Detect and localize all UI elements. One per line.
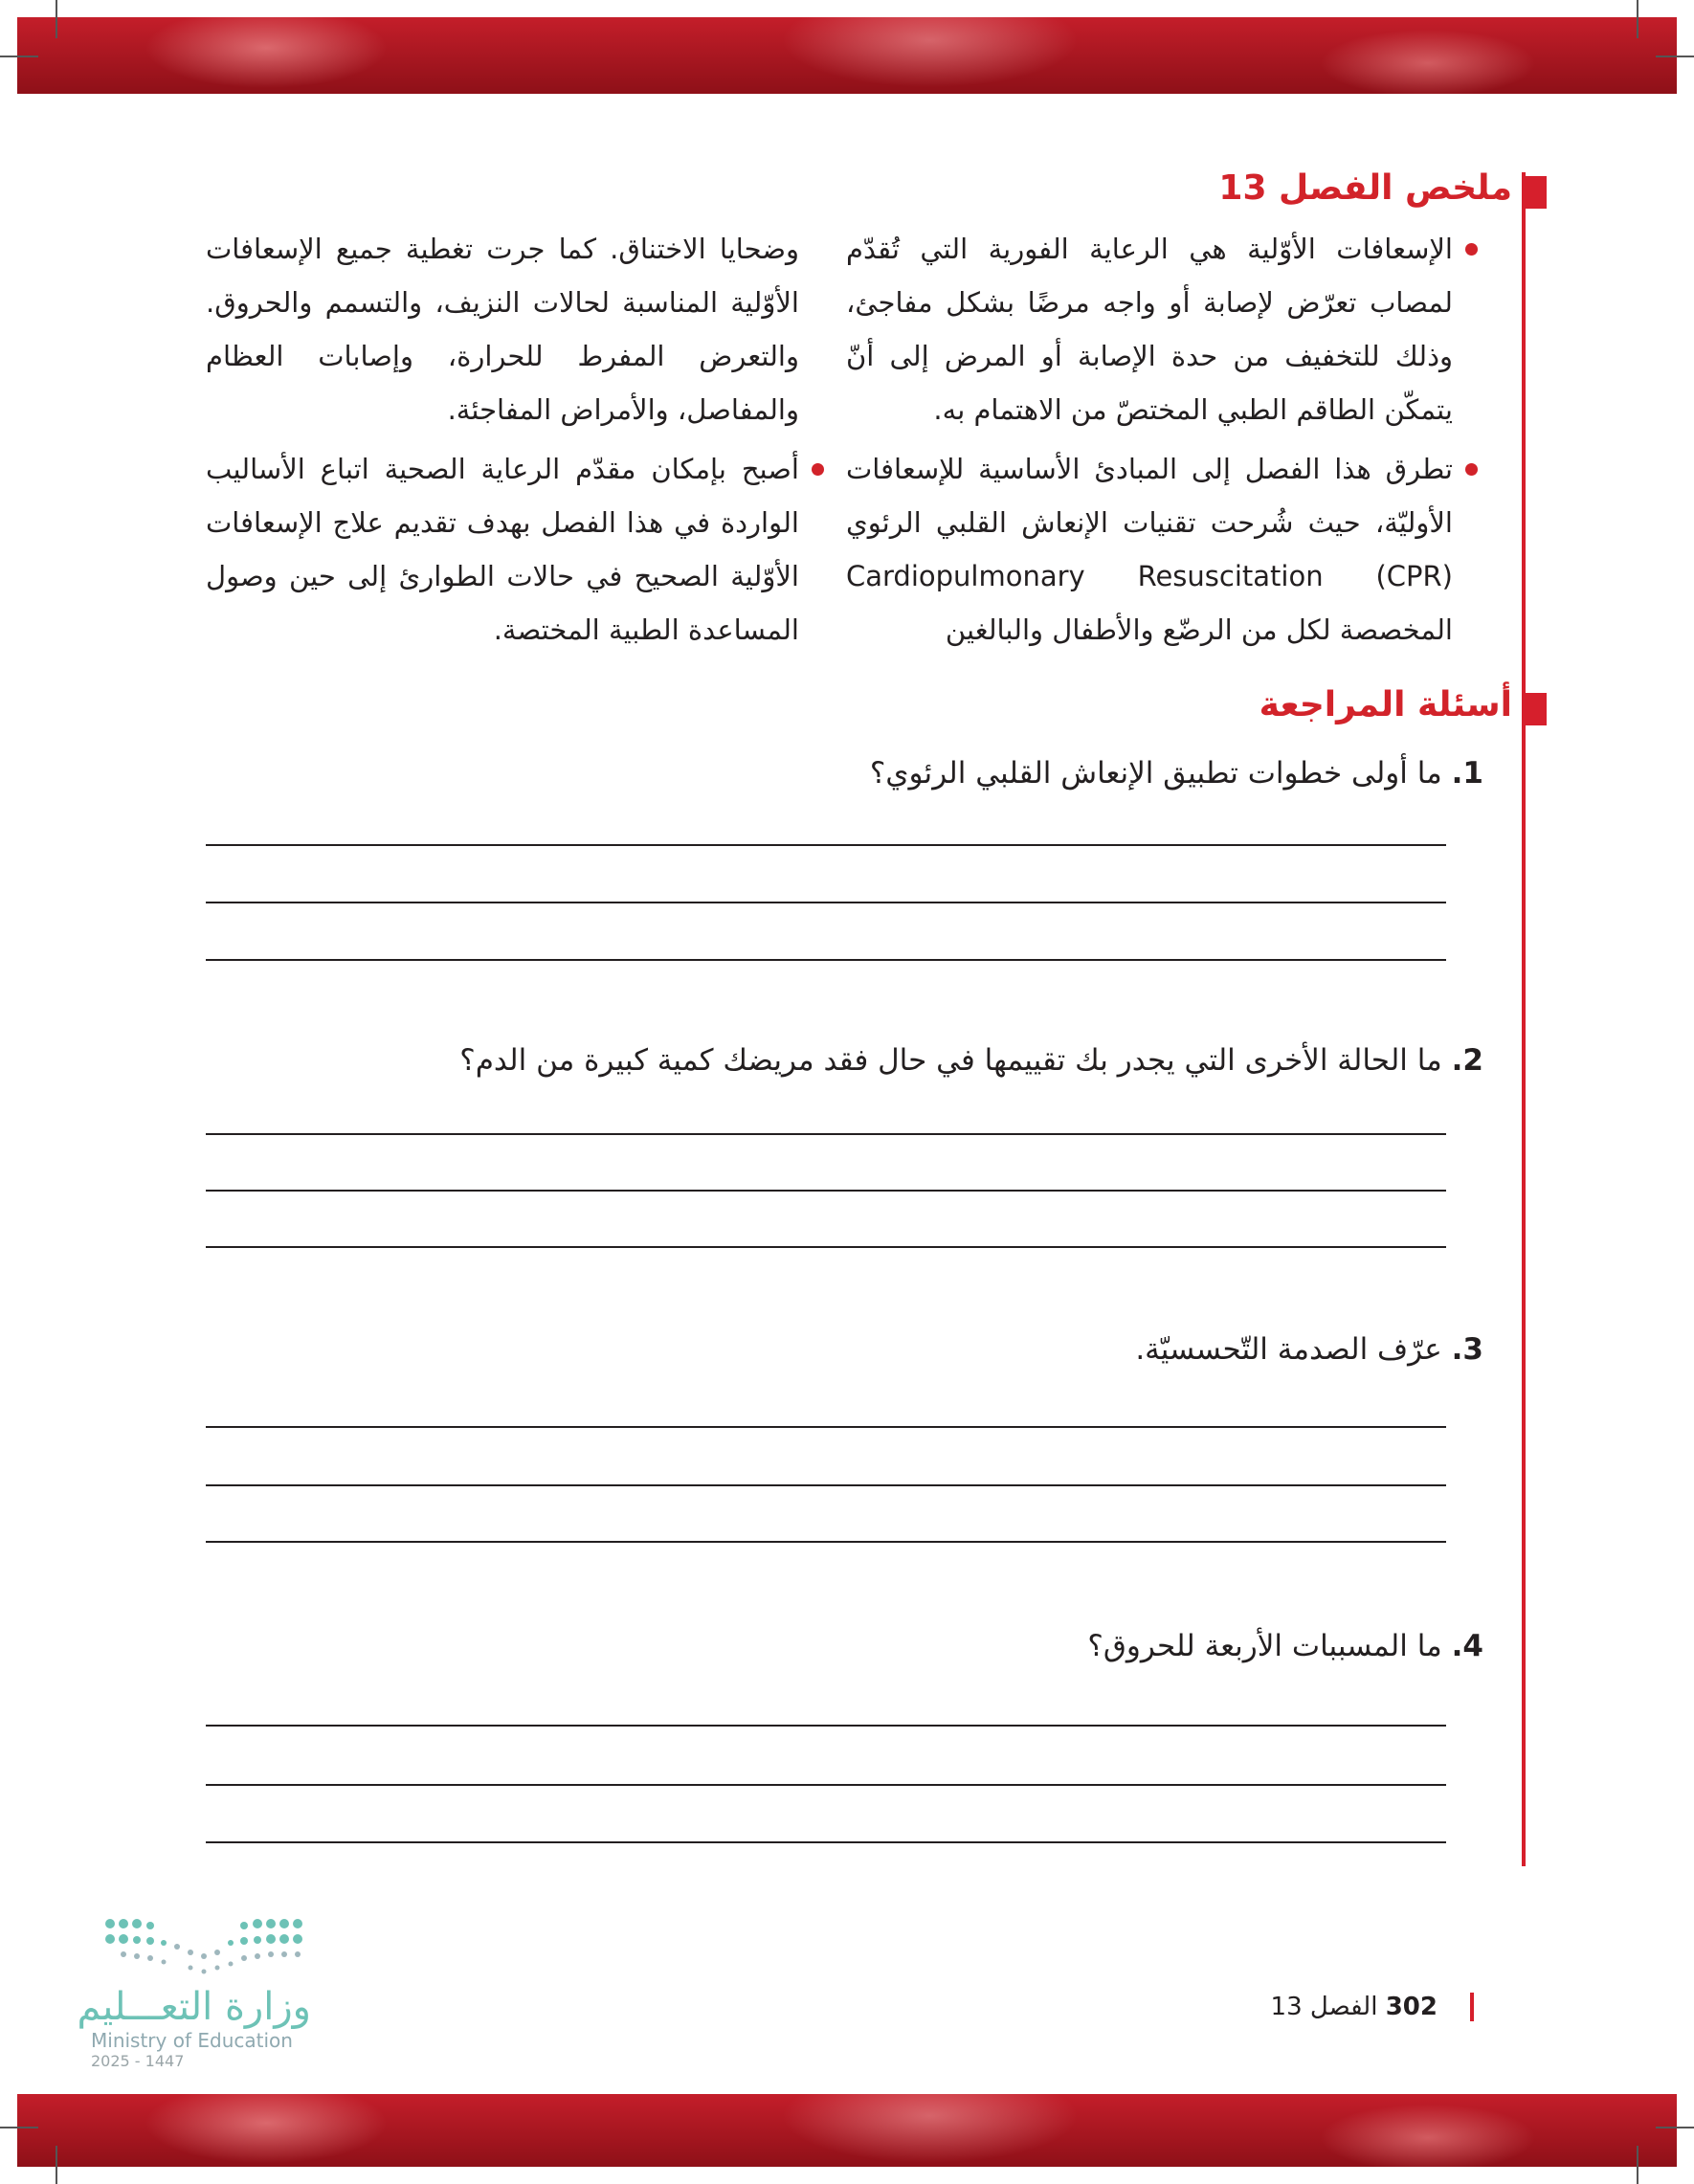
review-title: أسئلة المراجعة xyxy=(1259,685,1512,724)
question-number: 4. xyxy=(1451,1629,1483,1663)
answer-line[interactable] xyxy=(206,1133,1446,1135)
page-number: 302 xyxy=(1385,1993,1438,2021)
bottom-banner xyxy=(17,2094,1677,2167)
crop-mark xyxy=(1637,2146,1638,2184)
summary-right-column xyxy=(846,222,1453,662)
crop-mark xyxy=(1656,56,1694,57)
answer-line[interactable] xyxy=(206,902,1446,903)
summary-left-column xyxy=(206,222,799,662)
answer-line[interactable] xyxy=(206,959,1446,961)
logo-arabic-text: وزارة التعـــليم xyxy=(77,1985,311,2029)
question-text: ما أولى خطوات تطبيق الإنعاش القلبي الرئوي؟ xyxy=(869,756,1442,791)
logo-year-text: 2025 - 1447 xyxy=(91,2052,185,2070)
question-text: ما المسببات الأربعة للحروق؟ xyxy=(1087,1629,1442,1663)
question-3 xyxy=(1135,1332,1483,1367)
answer-line[interactable] xyxy=(206,1725,1446,1727)
answer-line[interactable] xyxy=(206,1784,1446,1786)
question-2 xyxy=(459,1043,1483,1078)
margin-rule xyxy=(1522,172,1526,1866)
footer-rule xyxy=(1470,1993,1474,2021)
crop-mark xyxy=(56,2146,57,2184)
crop-mark xyxy=(1637,0,1638,38)
crop-mark xyxy=(0,2127,38,2128)
summary-bullet-text: تطرق هذا الفصل إلى المبادئ الأساسية للإسعافات الأوليّة، حيث شُرحت تقنيات الإنعاش القلبي الرئوي (Cardiopulmonary Resuscitation (CPR المخصصة لكل من الرضّع والأطفال والبالغين xyxy=(846,453,1453,646)
question-4 xyxy=(1087,1629,1483,1663)
question-text: عرّف الصدمة التّحسسيّة. xyxy=(1135,1332,1442,1367)
answer-line[interactable] xyxy=(206,1246,1446,1248)
bullet-dot xyxy=(1465,463,1478,476)
chapter-label: الفصل 13 xyxy=(1270,1993,1378,2021)
top-banner xyxy=(17,17,1677,94)
summary-bullet-text: أصبح بإمكان مقدّم الرعاية الصحية اتباع الأساليب الواردة في هذا الفصل بهدف تقديم علاج الإسعافات الأوّلية الصحيح في حالات الطوارئ إلى حين وصول المساعدة الطبية المختصة. xyxy=(206,453,799,646)
crop-mark xyxy=(56,0,57,38)
page-footer xyxy=(1271,1993,1438,2021)
summary-bullet-text: الإسعافات الأوّلية هي الرعاية الفورية التي تُقدّم لمصاب تعرّض لإصابة أو واجه مرضًا بشكل مفاجئ، وذلك للتخفيف من حدة الإصابة أو المرض إلى أنّ يتمكّن الطاقم الطبي المختصّ من الاهتمام به. xyxy=(846,233,1453,426)
bullet-dot xyxy=(812,463,824,476)
answer-line[interactable] xyxy=(206,1484,1446,1486)
answer-line[interactable] xyxy=(206,1841,1446,1843)
answer-line[interactable] xyxy=(206,1190,1446,1192)
logo-english-text: Ministry of Education xyxy=(91,2029,293,2052)
crop-mark xyxy=(1656,2127,1694,2128)
answer-line[interactable] xyxy=(206,1426,1446,1428)
question-number: 3. xyxy=(1451,1332,1483,1367)
question-number: 2. xyxy=(1451,1043,1483,1078)
summary-title: ملخص الفصل 13 xyxy=(1218,168,1512,208)
summary-bullet xyxy=(846,442,1453,657)
question-number: 1. xyxy=(1451,756,1483,791)
question-1 xyxy=(870,756,1483,791)
ministry-logo xyxy=(77,1914,311,2070)
question-text: ما الحالة الأخرى التي يجدر بك تقييمها في حال فقد مريضك كمية كبيرة من الدم؟ xyxy=(459,1043,1442,1078)
answer-line[interactable] xyxy=(206,1541,1446,1543)
summary-bullet xyxy=(846,222,1453,436)
crop-mark xyxy=(0,56,38,57)
bullet-dot xyxy=(1465,243,1478,256)
logo-dots-icon xyxy=(100,1914,311,1981)
answer-line[interactable] xyxy=(206,844,1446,846)
summary-continuation-text: وضحايا الاختناق. كما جرت تغطية جميع الإسعافات الأوّلية المناسبة لحالات النزيف، والتسمم والحروق. والتعرض المفرط للحرارة، وإصابات العظام والمفاصل، والأمراض المفاجئة. xyxy=(206,233,799,426)
summary-bullet xyxy=(206,442,799,657)
